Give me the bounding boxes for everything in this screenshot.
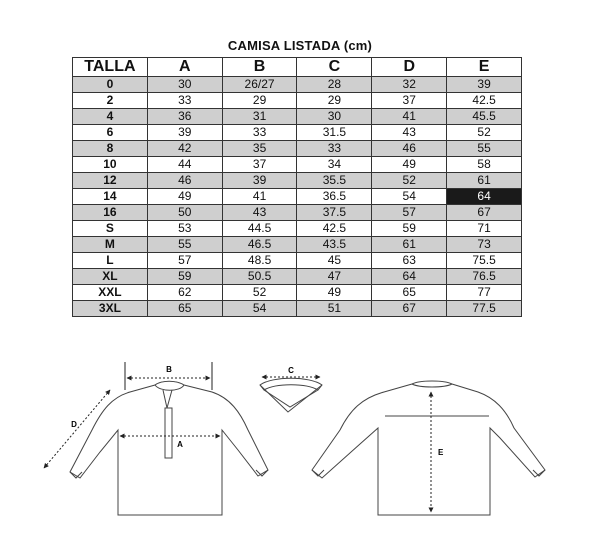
measurement-cell: 61 — [447, 173, 522, 189]
garment-diagrams — [0, 350, 600, 550]
size-cell: S — [73, 221, 148, 237]
measurement-cell: 28 — [297, 77, 372, 93]
measurement-cell: 41 — [222, 189, 297, 205]
size-cell: 3XL — [73, 301, 148, 317]
measurement-cell: 49 — [297, 285, 372, 301]
table-header-row — [73, 58, 522, 77]
measurement-cell: 44.5 — [222, 221, 297, 237]
measurement-cell: 50 — [147, 205, 222, 221]
table-row — [73, 141, 522, 157]
table-row — [73, 189, 522, 205]
front-shirt-illustration — [70, 381, 268, 515]
size-cell: XL — [73, 269, 148, 285]
measurement-cell: 61 — [372, 237, 447, 253]
measurement-cell: 43 — [222, 205, 297, 221]
table-row — [73, 109, 522, 125]
measurement-cell: 71 — [447, 221, 522, 237]
measurement-cell: 67 — [372, 301, 447, 317]
size-cell: 16 — [73, 205, 148, 221]
measurement-cell: 44 — [147, 157, 222, 173]
table-row — [73, 77, 522, 93]
measurement-cell: 52 — [222, 285, 297, 301]
measurement-cell: 45.5 — [447, 109, 522, 125]
label-e: E — [438, 448, 444, 457]
measurement-cell: 45 — [297, 253, 372, 269]
measurement-cell: 31 — [222, 109, 297, 125]
label-b: B — [166, 365, 172, 374]
table-row — [73, 269, 522, 285]
measurement-cell: 42.5 — [297, 221, 372, 237]
measurement-cell: 64 — [372, 269, 447, 285]
measurement-cell: 43.5 — [297, 237, 372, 253]
table-row — [73, 173, 522, 189]
measurement-cell: 63 — [372, 253, 447, 269]
size-cell: L — [73, 253, 148, 269]
measurement-cell: 54 — [372, 189, 447, 205]
size-cell: M — [73, 237, 148, 253]
label-c: C — [288, 366, 294, 375]
measure-a — [120, 436, 220, 449]
measurement-cell: 55 — [147, 237, 222, 253]
measurement-cell: 39 — [147, 125, 222, 141]
header-a: A — [147, 58, 222, 77]
label-a: A — [177, 440, 183, 449]
measurement-cell: 41 — [372, 109, 447, 125]
size-cell: 4 — [73, 109, 148, 125]
measurement-cell: 39 — [222, 173, 297, 189]
measurement-cell: 30 — [297, 109, 372, 125]
header-c: C — [297, 58, 372, 77]
measure-d — [44, 390, 110, 468]
measurement-cell: 55 — [447, 141, 522, 157]
size-cell: 2 — [73, 93, 148, 109]
size-cell: 14 — [73, 189, 148, 205]
measurement-cell: 51 — [297, 301, 372, 317]
table-row — [73, 157, 522, 173]
size-cell: 0 — [73, 77, 148, 93]
measurement-cell: 33 — [297, 141, 372, 157]
measurement-cell: 77 — [447, 285, 522, 301]
measurement-cell: 29 — [222, 93, 297, 109]
table-row — [73, 125, 522, 141]
header-talla: TALLA — [73, 58, 148, 77]
table-row — [73, 301, 522, 317]
measurement-cell: 29 — [297, 93, 372, 109]
measurement-cell: 30 — [147, 77, 222, 93]
measurement-cell: 48.5 — [222, 253, 297, 269]
measurement-cell: 65 — [372, 285, 447, 301]
measurement-cell: 77.5 — [447, 301, 522, 317]
size-cell: 12 — [73, 173, 148, 189]
measure-b — [125, 362, 212, 390]
back-shirt-illustration — [312, 381, 545, 515]
measurement-cell: 46.5 — [222, 237, 297, 253]
size-cell: 8 — [73, 141, 148, 157]
measurement-cell: 75.5 — [447, 253, 522, 269]
measurement-cell: 33 — [147, 93, 222, 109]
table-row — [73, 253, 522, 269]
collar-illustration — [260, 366, 322, 412]
measurement-cell: 59 — [147, 269, 222, 285]
measurement-cell: 59 — [372, 221, 447, 237]
table-row — [73, 237, 522, 253]
table-body — [73, 77, 522, 317]
measurement-cell: 42.5 — [447, 93, 522, 109]
measurement-cell: 54 — [222, 301, 297, 317]
measurement-cell: 31.5 — [297, 125, 372, 141]
measurement-cell: 34 — [297, 157, 372, 173]
measurement-cell: 46 — [147, 173, 222, 189]
measurement-cell: 42 — [147, 141, 222, 157]
measurement-cell: 39 — [447, 77, 522, 93]
measurement-cell: 57 — [372, 205, 447, 221]
measurement-cell: 37 — [222, 157, 297, 173]
header-e: E — [447, 58, 522, 77]
measurement-cell: 35 — [222, 141, 297, 157]
table-row — [73, 221, 522, 237]
measurement-cell: 62 — [147, 285, 222, 301]
measurement-cell: 32 — [372, 77, 447, 93]
measurement-cell: 26/27 — [222, 77, 297, 93]
measurement-cell: 65 — [147, 301, 222, 317]
measurement-cell: 33 — [222, 125, 297, 141]
table-row — [73, 93, 522, 109]
measurement-cell: 53 — [147, 221, 222, 237]
table-row — [73, 285, 522, 301]
measurement-cell: 52 — [372, 173, 447, 189]
measurement-cell: 36 — [147, 109, 222, 125]
measure-e — [431, 392, 444, 512]
header-b: B — [222, 58, 297, 77]
measurement-cell: 36.5 — [297, 189, 372, 205]
size-table — [72, 57, 522, 317]
measurement-cell: 76.5 — [447, 269, 522, 285]
size-cell: 6 — [73, 125, 148, 141]
header-d: D — [372, 58, 447, 77]
measurement-cell: 49 — [147, 189, 222, 205]
size-cell: XXL — [73, 285, 148, 301]
measurement-cell: 57 — [147, 253, 222, 269]
measurement-cell: 73 — [447, 237, 522, 253]
table-title: CAMISA LISTADA (cm) — [227, 38, 373, 53]
label-d: D — [71, 420, 77, 429]
measurement-cell: 50.5 — [222, 269, 297, 285]
measurement-cell: 52 — [447, 125, 522, 141]
measurement-cell: 47 — [297, 269, 372, 285]
measurement-cell: 35.5 — [297, 173, 372, 189]
measurement-cell: 37 — [372, 93, 447, 109]
size-cell: 10 — [73, 157, 148, 173]
measurement-cell: 67 — [447, 205, 522, 221]
measurement-cell: 58 — [447, 157, 522, 173]
measurement-cell: 64 — [447, 189, 522, 205]
measurement-cell: 43 — [372, 125, 447, 141]
measurement-cell: 49 — [372, 157, 447, 173]
table-row — [73, 205, 522, 221]
measurement-cell: 37.5 — [297, 205, 372, 221]
measurement-cell: 46 — [372, 141, 447, 157]
